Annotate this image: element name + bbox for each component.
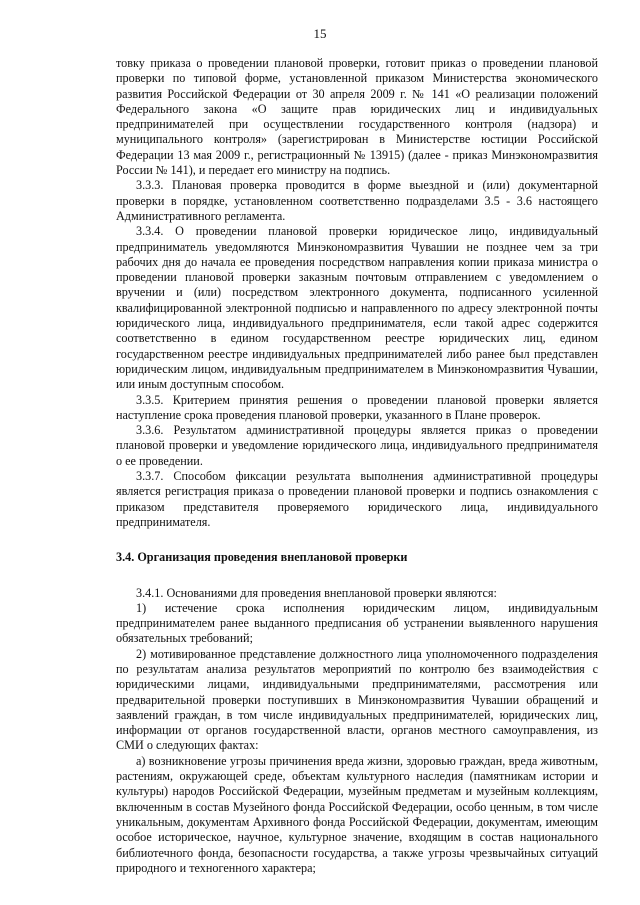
paragraph: 3.3.7. Способом фиксации результата выполнения административной процедуры является регистрация приказа о проведении плановой проверки и подпись ознакомления с приказом представителя проверяемого юридического лица, индивидуального предпринимателя. — [116, 469, 598, 529]
paragraph: 3.3.4. О проведении плановой проверки юридическое лицо, индивидуальный предприниматель уведомляются Минэкономразвития Чувашии не позднее чем за три рабочих дня до начала ее проведения посредством направления копии приказа министра о проведении плановой проверки заказным почтовым отправлением с уведомлением о вручении и (или) посредством электронного документа, подписанного усиленной квалифицированной электронной подписью и направленного по адресу электронной почты юридического лица, индивидуального предпринимателя, если такой адрес содержится соответственно в едином государственном реестре юридических лиц, едином государственном реестре индивидуальных предпринимателей либо ранее был представлен юридическим лицом, индивидуальным предпринимателем в Минэкономразвития Чувашии, или иным доступным способом. — [116, 224, 598, 392]
page-number: 15 — [313, 26, 327, 41]
paragraph: 3.3.3. Плановая проверка проводится в форме выездной и (или) документарной проверки в порядке, установленном соответственно подразделами 3.5 - 3.6 настоящего Административного регламента. — [116, 178, 598, 223]
paragraph: 1) истечение срока исполнения юридическим лицом, индивидуальным предпринимателем ранее выданного предписания об устранении выявленного нарушения обязательных требований; — [116, 600, 598, 646]
paragraph: 3.4.1. Основаниями для проведения внеплановой проверки являются: — [136, 585, 497, 600]
paragraph: а) возникновение угрозы причинения вреда жизни, здоровью граждан, вреда животным, растениям, окружающей среде, объектам культурного наследия (памятникам истории и культуры) народов Российской Федерации, музейным предметам и музейным коллекциям, включенным в состав Музейного фонда Российской Федерации, особо ценным, в том числе уникальным, документам Архивного фонда Российской Федерации, документам, имеющим особое историческое, научное, культурное значение, входящим в состав национального библиотечного фонда, безопасности государства, а также угрозы чрезвычайных ситуаций природного и техногенного характера; — [116, 753, 598, 875]
paragraph: 3.3.5. Критерием принятия решения о проведении плановой проверки является наступление срока проведения плановой проверки, указанного в Плане проверок. — [116, 392, 598, 422]
paragraph: 3.3.6. Результатом административной процедуры является приказ о проведении плановой проверки и уведомление юридического лица, индивидуального предпринимателя о ее проведении. — [116, 423, 598, 468]
paragraph: товку приказа о проведении плановой проверки, готовит приказ о проведении плановой проверки по типовой форме, установленной приказом Министерства экономического развития Российской Федерации от 30 апреля 2009 г. № 141 «О реализации положений Федерального закона «О защите прав юридических лиц и индивидуальных предпринимателей при осуществлении государственного контроля (надзора) и муниципального контроля» (зарегистрирован в Министерстве юстиции Российской Федерации 13 мая 2009 г., регистрационный № 13915) (далее - приказ Минэкономразвития России № 141), и передает его министру на подпись. — [116, 56, 598, 178]
section-heading: 3.4. Организация проведения внеплановой проверки — [116, 550, 408, 565]
document-body — [116, 56, 598, 876]
paragraph: 2) мотивированное представление должностного лица уполномоченного подразделения по результатам анализа результатов мероприятий по контролю без взаимодействия с юридическими лицами, индивидуальными предпринимателями, рассмотрения или предварительной проверки поступивших в Минэкономразвития Чувашии обращений и заявлений граждан, в том числе индивидуальных предпринимателей, юридических лиц, информации от органов государственной власти, органов местного самоуправления, из СМИ о следующих фактах: — [116, 646, 598, 753]
